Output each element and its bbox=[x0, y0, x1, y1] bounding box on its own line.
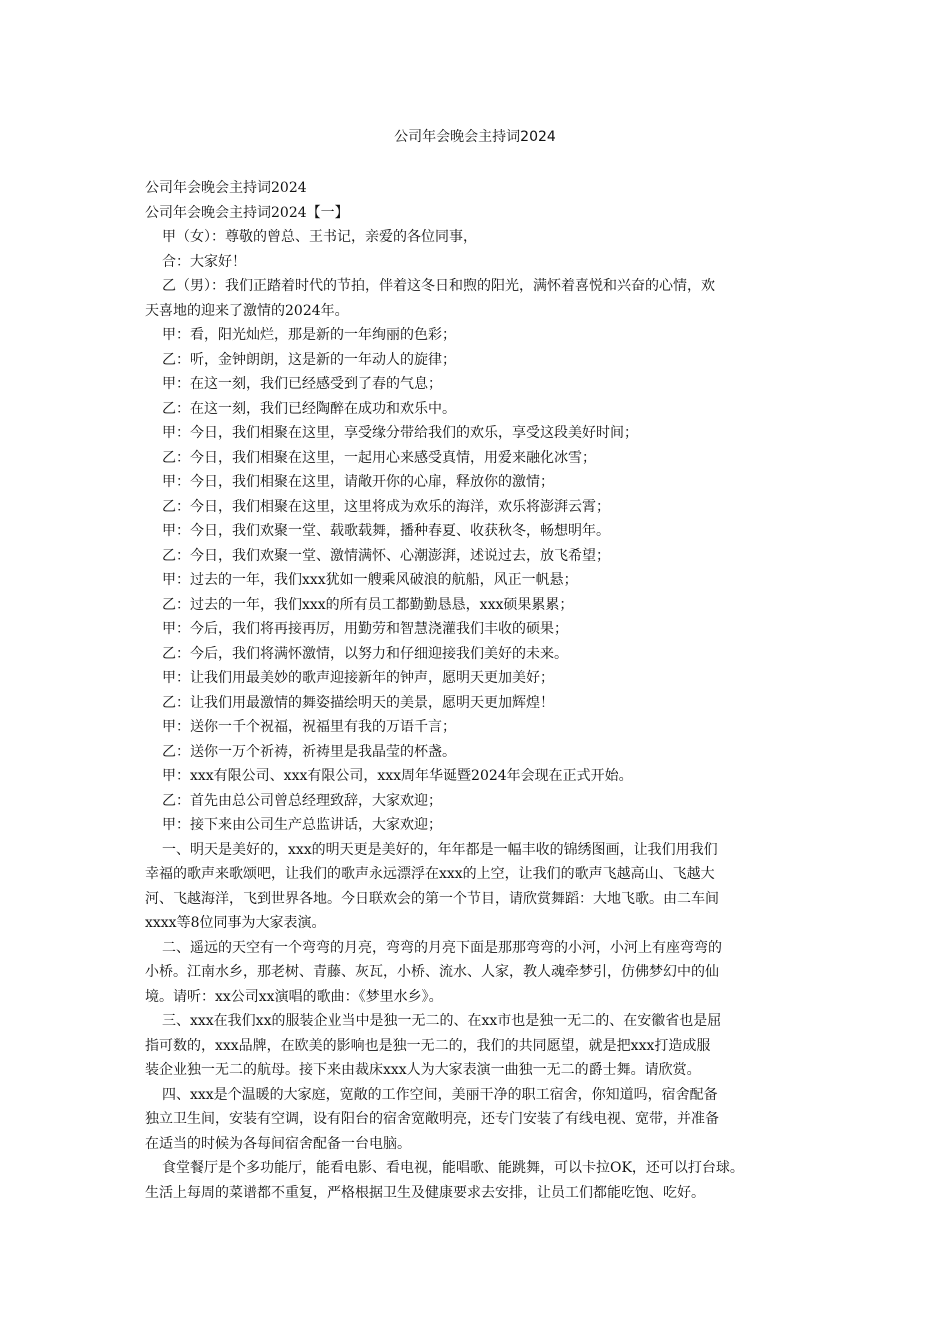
dialogue-line: 甲：在这一刻，我们已经感受到了春的气息； bbox=[162, 376, 442, 392]
paragraph-line: 装企业独一无二的航母。接下来由裁床xxx人为大家表演一曲独一无二的爵士舞。请欣赏。 bbox=[145, 1062, 701, 1078]
heading-1: 公司年会晚会主持词2024 bbox=[145, 180, 307, 196]
greeting-line: 甲（女）：尊敬的曾总、王书记，亲爱的各位同事， bbox=[162, 229, 477, 245]
dialogue-line: 乙：听，金钟朗朗，这是新的一年动人的旋律； bbox=[162, 351, 456, 368]
dialogue-line: 乙：在这一刻，我们已经陶醉在成功和欢乐中。 bbox=[162, 400, 456, 417]
paragraph-line: 天喜地的迎来了激情的2024年。 bbox=[145, 302, 349, 319]
heading-2: 公司年会晚会主持词2024【一】 bbox=[145, 204, 349, 221]
dialogue-line: 甲：让我们用最美妙的歌声迎接新年的钟声，愿明天更加美好； bbox=[162, 670, 554, 686]
dialogue-line: 甲：送你一千个祝福，祝福里有我的万语千言； bbox=[162, 719, 456, 735]
dialogue-line: 乙：今日，我们欢聚一堂、激情满怀、心潮澎湃，述说过去，放飞希望； bbox=[162, 547, 610, 564]
paragraph-line: 三、xxx在我们xx的服装企业当中是独一无二的、在xx市也是独一无二的、在安徽省也是屈 bbox=[162, 1013, 722, 1029]
paragraph-line: 独立卫生间，安装有空调，设有阳台的宿舍宽敞明亮，还专门安装了有线电视、宽带，并准备 bbox=[145, 1111, 719, 1127]
dialogue-line: 甲：今后，我们将再接再厉，用勤劳和智慧浇灌我们丰收的硕果； bbox=[162, 621, 568, 637]
dialogue-line: 甲：过去的一年，我们xxx犹如一艘乘风破浪的航船，风正一帆悬； bbox=[162, 572, 578, 588]
paragraph-line: 小桥。江南水乡，那老树、青藤、灰瓦，小桥、流水、人家，教人魂牵梦引，仿佛梦幻中的仙 bbox=[145, 964, 719, 980]
dialogue-line: 甲：xxx有限公司、xxx有限公司，xxx周年华诞暨2024年会现在正式开始。 bbox=[162, 768, 633, 784]
paragraph-line: 境。请听：xx公司xx演唱的歌曲：《梦里水乡》。 bbox=[145, 988, 443, 1005]
dialogue-line: 乙：过去的一年，我们xxx的所有员工都勤勤恳恳，xxx硕果累累； bbox=[162, 596, 574, 613]
paragraph-line: 河、飞越海洋，飞到世界各地。今日联欢会的第一个节目，请欣赏舞蹈：大地飞歌。由二车间 bbox=[145, 890, 719, 907]
dialogue-line: 乙：送你一万个祈祷，祈祷里是我晶莹的杯盏。 bbox=[162, 743, 456, 760]
paragraph-line: 生活上每周的菜谱都不重复，严格根据卫生及健康要求去安排，让员工们都能吃饱、吃好。 bbox=[145, 1184, 705, 1201]
dialogue-line: 甲：看，阳光灿烂，那是新的一年绚丽的色彩； bbox=[162, 327, 456, 343]
greeting-line: 合：大家好！ bbox=[162, 253, 246, 270]
dialogue-line: 乙：让我们用最激情的舞姿描绘明天的美景，愿明天更加辉煌！ bbox=[162, 694, 554, 711]
paragraph-line: 二、遥远的天空有一个弯弯的月亮，弯弯的月亮下面是那那弯弯的小河，小河上有座弯弯的 bbox=[162, 939, 722, 956]
paragraph-line: 在适当的时候为各每间宿舍配备一台电脑。 bbox=[145, 1135, 411, 1152]
dialogue-line: 甲：今日，我们相聚在这里，请敞开你的心扉，释放你的激情； bbox=[162, 474, 554, 490]
paragraph-line: 四、xxx是个温暖的大家庭，宽敞的工作空间，美丽干净的职工宿舍，你知道吗，宿舍配备 bbox=[162, 1086, 718, 1103]
paragraph-line: 指可数的，xxx品牌，在欧美的影响也是独一无二的，我们的共同愿望，就是把xxx打造成服 bbox=[145, 1037, 711, 1054]
dialogue-line: 乙：首先由总公司曾总经理致辞，大家欢迎； bbox=[162, 792, 442, 809]
page-title: 公司年会晚会主持词2024 bbox=[394, 129, 556, 145]
paragraph-line: 幸福的歌声来歌颂吧，让我们的歌声永远漂浮在xxx的上空，让我们的歌声飞越高山、飞越大 bbox=[145, 866, 715, 882]
dialogue-line: 乙：今日，我们相聚在这里，一起用心来感受真情，用爱来融化冰雪； bbox=[162, 449, 596, 466]
paragraph-line: xxxx等8位同事为大家表演。 bbox=[145, 915, 326, 931]
dialogue-line: 甲：今日，我们欢聚一堂、载歌载舞，播种春夏、收获秋冬，畅想明年。 bbox=[162, 523, 610, 539]
dialogue-line: 乙：今后，我们将满怀激情，以努力和仔细迎接我们美好的未来。 bbox=[162, 645, 568, 662]
paragraph-line: 一、明天是美好的，xxx的明天更是美好的，年年都是一幅丰收的锦绣图画，让我们用我们 bbox=[162, 841, 718, 858]
document-body bbox=[145, 176, 815, 1205]
dialogue-line: 甲：接下来由公司生产总监讲话，大家欢迎； bbox=[162, 817, 442, 833]
dialogue-line: 乙：今日，我们相聚在这里，这里将成为欢乐的海洋，欢乐将澎湃云霄； bbox=[162, 498, 610, 515]
paragraph-line: 乙（男）：我们正踏着时代的节拍，伴着这冬日和煦的阳光，满怀着喜悦和兴奋的心情，欢 bbox=[162, 278, 715, 294]
paragraph-line: 食堂餐厅是个多功能厅，能看电影、看电视，能唱歌、能跳舞，可以卡拉OK，还可以打台球。 bbox=[162, 1160, 744, 1176]
dialogue-line: 甲：今日，我们相聚在这里，享受缘分带给我们的欢乐，享受这段美好时间； bbox=[162, 425, 638, 441]
